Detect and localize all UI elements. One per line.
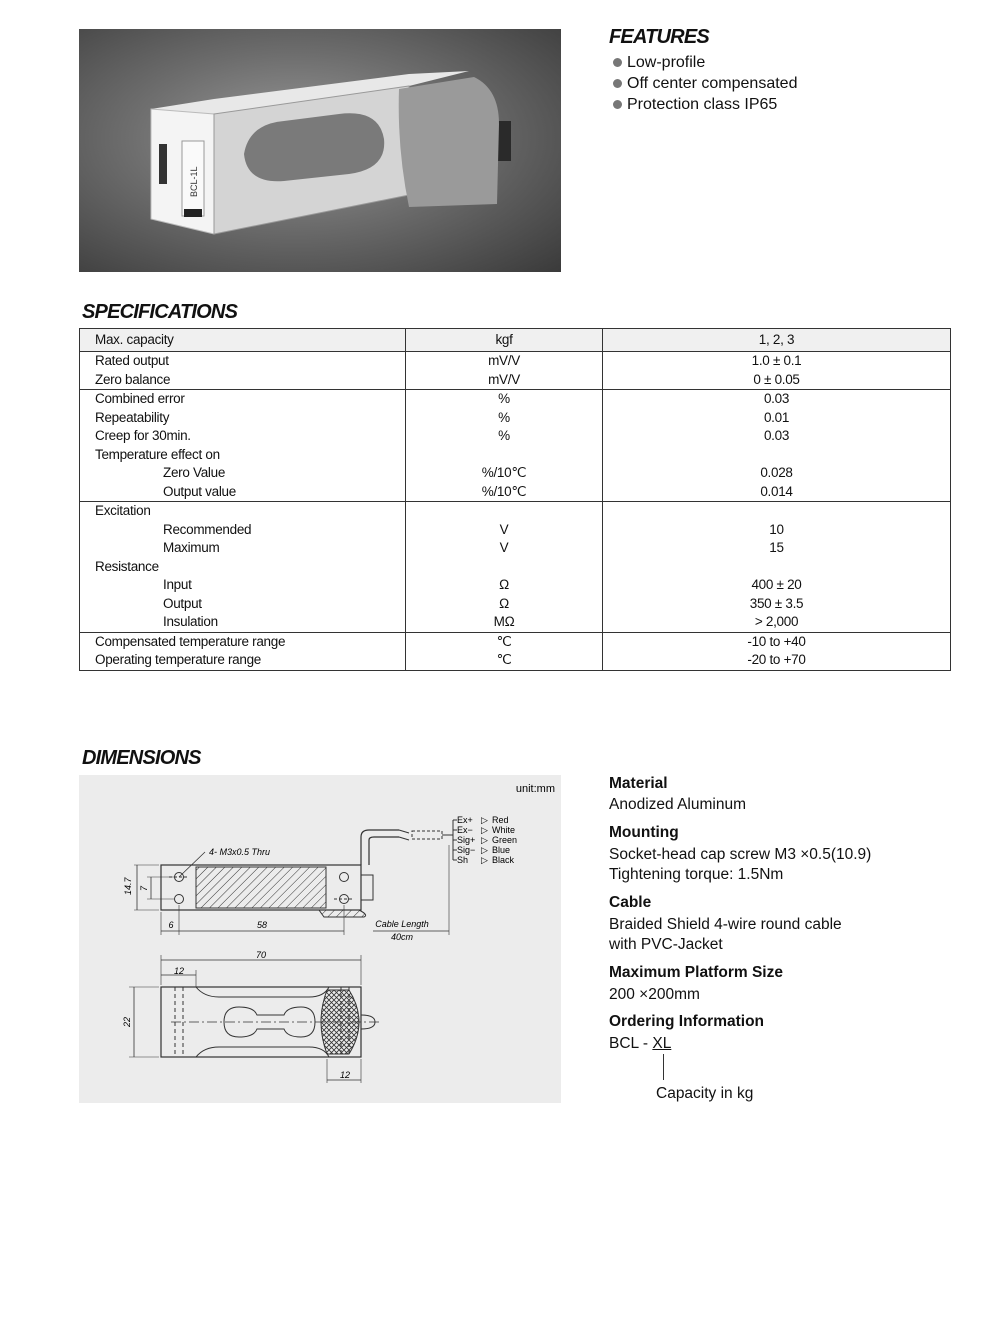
wire-signal: Sh [457, 855, 469, 865]
spec-value: -20 to +70 [747, 652, 806, 667]
spec-label: Rated output [95, 353, 169, 368]
spec-value: 0.01 [763, 409, 790, 425]
spec-unit: ℃ [496, 633, 512, 649]
spec-header-unit: kgf [406, 329, 603, 352]
spec-unit-cell [406, 632, 603, 670]
photo-sticker-text: BCL-1L [189, 166, 199, 197]
spec-label-cell [80, 352, 406, 390]
triangle-icon: ▷ [481, 815, 488, 825]
spec-unit-cell [406, 390, 603, 502]
wire-signal: Sig+ [457, 835, 476, 845]
spec-group [80, 352, 951, 390]
spec-label: Excitation [95, 503, 151, 518]
spec-group [80, 390, 951, 502]
spec-label: Input [163, 577, 192, 592]
spec-label: Output value [163, 483, 236, 499]
spec-value-cell [603, 502, 951, 633]
spec-label: Zero Value [163, 465, 226, 480]
bullet-icon [613, 79, 622, 88]
ordering-label: Ordering Information [609, 1013, 764, 1030]
spec-label: Creep for 30min. [95, 428, 191, 443]
spec-label-cell [80, 390, 406, 502]
cable-label: Cable [609, 894, 652, 911]
spec-value: 0.03 [763, 391, 790, 406]
spec-label-cell [80, 632, 406, 670]
ordering-code: XL [652, 1035, 672, 1052]
cable-length-label: Cable Length [375, 919, 429, 929]
spec-label: Compensated temperature range [95, 633, 286, 649]
spec-value-cell [603, 352, 951, 390]
spec-unit: Ω [499, 577, 509, 592]
ordering-pointer-line [663, 1054, 664, 1080]
spec-unit [406, 502, 602, 521]
feature-item [613, 73, 797, 94]
spec-label: Repeatability [95, 409, 170, 425]
spec-unit: V [499, 540, 509, 555]
spec-unit: MΩ [493, 614, 515, 629]
spec-value [603, 446, 950, 465]
spec-unit [406, 558, 602, 577]
spec-label-cell [80, 502, 406, 633]
dim-70: 70 [255, 950, 267, 960]
dim-12-top: 12 [173, 966, 185, 976]
hole-note: 4- M3x0.5 Thru [209, 847, 271, 857]
ordering-code-line [609, 1034, 671, 1054]
wire-signal: Ex+ [457, 815, 473, 825]
spec-label: Operating temperature range [95, 652, 262, 667]
spec-value: 350 ± 3.5 [749, 595, 804, 611]
spec-unit: %/10℃ [481, 483, 527, 499]
features-list [613, 52, 797, 115]
spec-label: Zero balance [95, 371, 171, 387]
wire-color: Green [492, 835, 518, 845]
spec-label: Output [163, 595, 202, 611]
dim-14-7: 14.7 [123, 877, 133, 895]
spec-unit: mV/V [488, 371, 520, 387]
spec-header-label: Max. capacity [80, 329, 406, 352]
feature-item [613, 52, 797, 73]
feature-text: Low-profile [627, 54, 706, 71]
unit-note: unit:mm [515, 783, 555, 795]
cable-length-value: 40cm [390, 932, 414, 942]
platform-label: Maximum Platform Size [609, 964, 783, 981]
spec-value: 1.0 ± 0.1 [751, 353, 802, 368]
wire-signal: Ex− [457, 825, 473, 835]
feature-item [613, 94, 797, 115]
features-heading: FEATURES [609, 26, 709, 48]
wire-signal: Sig− [457, 845, 476, 855]
ordering-caption: Capacity in kg [656, 1085, 754, 1102]
spec-value-cell [603, 390, 951, 502]
specifications-table [79, 328, 951, 671]
spec-value: 0.014 [760, 483, 793, 499]
mounting-line1: Socket-head cap screw M3 ×0.5(10.9) [609, 846, 872, 863]
dimension-drawing [79, 775, 561, 1103]
spec-unit: ℃ [496, 652, 512, 667]
ordering-prefix: BCL - [609, 1035, 653, 1052]
spec-label: Maximum [163, 540, 220, 555]
material-label: Material [609, 775, 668, 792]
spec-unit: Ω [499, 595, 509, 611]
spec-unit [406, 446, 602, 465]
spec-value-cell [603, 632, 951, 670]
feature-text: Protection class IP65 [627, 96, 778, 113]
cable-line1: Braided Shield 4-wire round cable [609, 916, 842, 933]
spec-group [80, 632, 951, 670]
spec-header-row [80, 329, 951, 352]
dimension-drawing-svg [79, 775, 561, 1103]
spec-value [603, 558, 950, 577]
spec-value: 400 ± 20 [751, 577, 802, 592]
spec-label: Recommended [163, 521, 252, 537]
triangle-icon: ▷ [481, 825, 488, 835]
wire-color: White [492, 825, 516, 835]
spec-value: 0 ± 0.05 [753, 371, 800, 387]
spec-value: 15 [769, 540, 784, 555]
wire-color: Black [492, 855, 515, 865]
cable-line2: with PVC-Jacket [609, 936, 723, 953]
dim-12-bottom: 12 [339, 1070, 351, 1080]
load-cell-illustration [79, 29, 561, 272]
spec-label: Temperature effect on [95, 446, 220, 462]
load-cell-photo [79, 29, 561, 272]
spec-value: 10 [769, 521, 784, 537]
spec-header-value: 1, 2, 3 [603, 329, 951, 352]
material-value: Anodized Aluminum [609, 796, 746, 813]
platform-value: 200 ×200mm [609, 986, 700, 1003]
wire-color: Blue [492, 845, 511, 855]
spec-value: > 2,000 [754, 614, 799, 629]
spec-unit: % [498, 428, 510, 443]
spec-unit: mV/V [488, 353, 520, 368]
feature-text: Off center compensated [627, 75, 798, 92]
dim-58: 58 [256, 920, 268, 930]
spec-unit: % [498, 391, 510, 406]
spec-value: 0.03 [763, 428, 790, 443]
triangle-icon: ▷ [481, 845, 488, 855]
specifications-heading: SPECIFICATIONS [82, 301, 238, 323]
spec-value [603, 502, 950, 521]
spec-label: Insulation [163, 614, 218, 629]
spec-label: Resistance [95, 558, 159, 574]
spec-unit: % [498, 409, 510, 425]
bullet-icon [613, 58, 622, 67]
triangle-icon: ▷ [481, 835, 488, 845]
dim-22: 22 [122, 1016, 132, 1027]
spec-unit: %/10℃ [481, 465, 527, 480]
spec-label: Combined error [95, 391, 185, 406]
triangle-icon: ▷ [481, 855, 488, 865]
dim-7: 7 [139, 885, 149, 891]
mounting-line2: Tightening torque: 1.5Nm [609, 866, 784, 883]
mounting-label: Mounting [609, 824, 679, 841]
dim-6: 6 [168, 920, 174, 930]
spec-value: 0.028 [760, 465, 793, 480]
bullet-icon [613, 100, 622, 109]
spec-group [80, 502, 951, 633]
dimensions-heading: DIMENSIONS [82, 747, 201, 769]
spec-value: -10 to +40 [747, 633, 806, 649]
spec-unit-cell [406, 502, 603, 633]
spec-unit-cell [406, 352, 603, 390]
spec-unit: V [499, 521, 509, 537]
wire-color: Red [492, 815, 509, 825]
